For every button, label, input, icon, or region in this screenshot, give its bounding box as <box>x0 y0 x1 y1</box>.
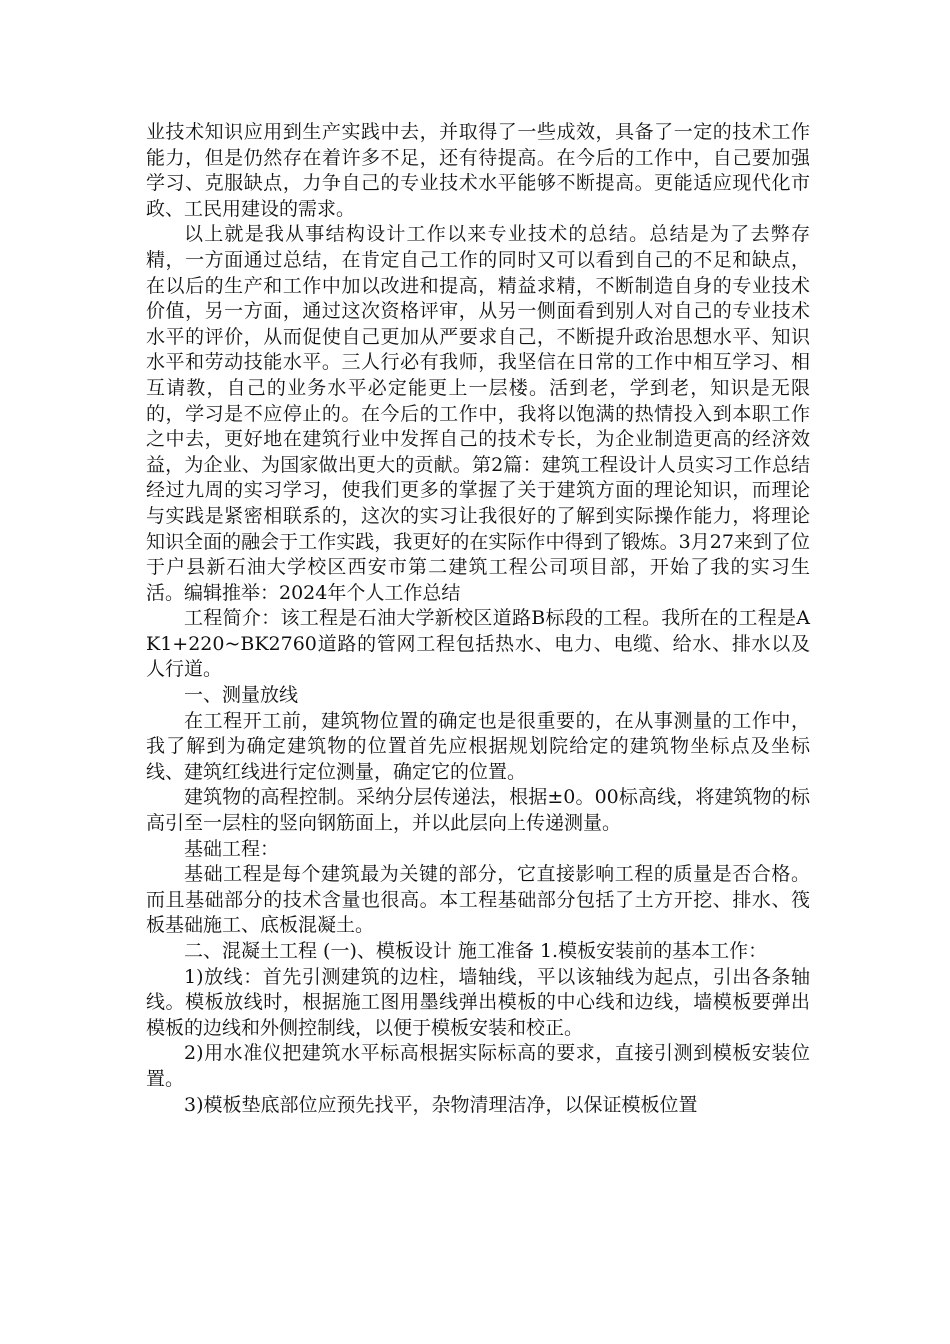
section-heading: 基础工程： <box>184 837 280 860</box>
paragraph: 工程简介：该工程是石油大学新校区道路B标段的工程。我所在的工程是AK1+220~BK2760道路的管网工程包括热水、电力、电缆、给水、排水以及人行道。 <box>146 607 810 681</box>
paragraph: 2)用水准仪把建筑水平标高根据实际标高的要求，直接引测到模板安装位置。 <box>146 1042 810 1090</box>
paragraph: 3)模板垫底部位应预先找平，杂物清理洁净，以保证模板位置 <box>184 1093 698 1116</box>
document-page <box>146 120 810 1118</box>
paragraph: 建筑物的高程控制。采纳分层传递法，根据±0。00标高线，将建筑物的标高引至一层柱的竖向钢筋面上，并以此层向上传递测量。 <box>146 786 810 835</box>
paragraph: 以上就是我从事结构设计工作以来专业技术的总结。总结是为了去弊存精，一方面通过总结，在肯定自己工作的同时又可以看到自己的不足和缺点，在以后的生产和工作中加以改进和提高，精益求精，不断制造自身的专业技术价值，另一方面，通过这次资格评审，从另一侧面看到别人对自己的专业技术水平的评价，从而促使自己更加从严要求自己，不断提升政治思想水平、知识水平和劳动技能水平。三人行必有我师，我坚信在日常的工作中相互学习、相互请教，自己的业务水平必定能更上一层楼。活到老，学到老，知识是无限的，学习是不应停止的。在今后的工作中，我将以饱满的热情投入到本职工作之中去，更好地在建筑行业中发挥自己的技术专长，为企业制造更高的经济效益，为企业、为国家做出更大的贡献。第2篇：建筑工程设计人员实习工作总结经过九周的实习学习，使我们更多的掌握了关于建筑方面的理论知识，而理论与实践是紧密相联系的，这次的实习让我很好的了解到实际操作能力，将理论知识全面的融会于工作实践，我更好的在实际作中得到了锻炼。3月27来到了位于户县新石油大学校区西安市第二建筑工程公司项目部，开始了我的实习生活。编辑推举：2024年个人工作总结 <box>146 223 810 604</box>
section-heading: 一、测量放线 <box>184 684 299 707</box>
section-heading: 二、混凝土工程 (一)、模板设计 施工准备 1.模板安装前的基本工作： <box>184 940 768 962</box>
paragraph: 在工程开工前，建筑物位置的确定也是很重要的，在从事测量的工作中，我了解到为确定建筑物的位置首先应根据规划院给定的建筑物坐标点及坐标线、建筑红线进行定位测量，确定它的位置。 <box>146 709 810 783</box>
paragraph: 1)放线：首先引测建筑的边柱，墙轴线，平以该轴线为起点，引出各条轴线。模板放线时，根据施工图用墨线弹出模板的中心线和边线，墙模板要弹出模板的边线和外侧控制线，以便于模板安装和校正。 <box>146 965 810 1039</box>
paragraph: 基础工程是每个建筑最为关键的部分，它直接影响工程的质量是否合格。而且基础部分的技术含量也很高。本工程基础部分包括了土方开挖、排水、筏板基础施工、底板混凝土。 <box>146 863 810 937</box>
paragraph: 业技术知识应用到生产实践中去，并取得了一些成效，具备了一定的技术工作能力，但是仍然存在着许多不足，还有待提高。在今后的工作中，自己要加强学习、克服缺点，力争自己的专业技术水平能够不断提高。更能适应现代化市政、工民用建设的需求。 <box>146 121 810 220</box>
